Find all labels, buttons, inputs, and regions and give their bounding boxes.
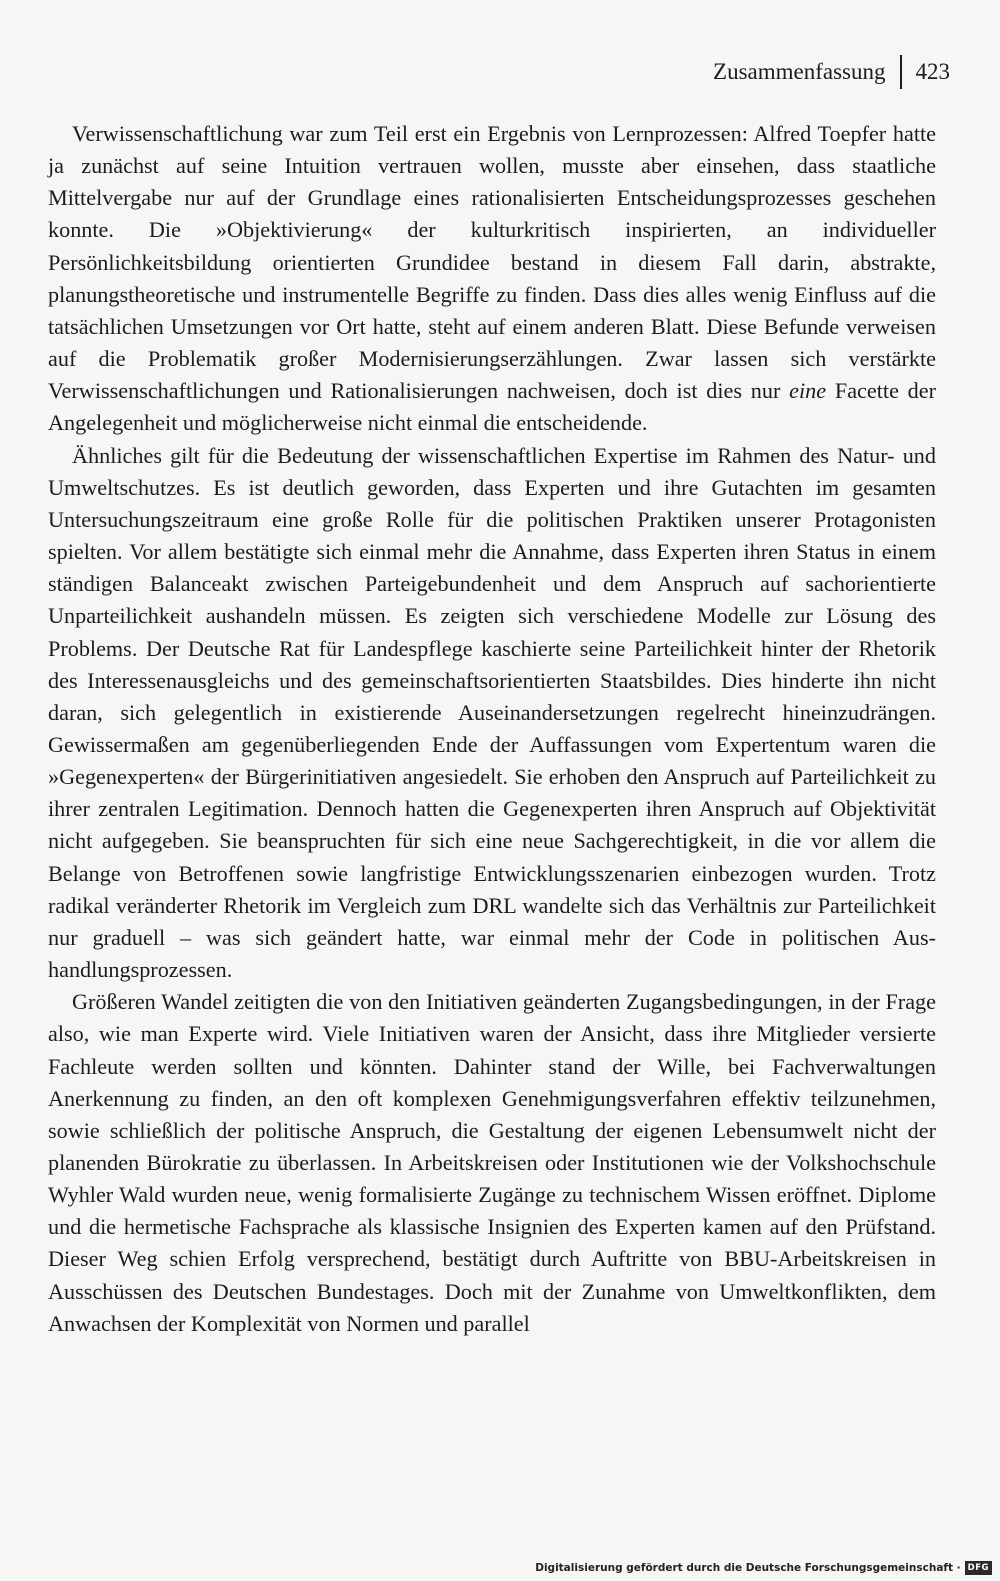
paragraph-1-part-b: Facette der Angelegenheit und möglicherweise nicht einmal die entscheidende.	[48, 378, 937, 436]
digitization-credit: Digitalisierung gefördert durch die Deutsche Forschungsgemeinschaft ·	[535, 1562, 961, 1574]
paragraph-1-emphasis: eine	[789, 378, 827, 404]
paragraph-3: Größeren Wandel zeitigten die von den Initiativen geänderten Zugangsbedingungen, in der Frage also, wie man Experte wird. Viele Initiativen waren der Ansicht, dass ihre Mitglieder versierte Fachleute werden sollten und könnten. Dahinter stand der Wille, bei Fachverwaltungen Anerkennung zu finden, an den oft komplexen Genehmigungsverfahren effektiv teilzunehmen, sowie schließlich der politische Anspruch, die Gestaltung der eigenen Lebensumwelt nicht der planenden Bürokratie zu überlassen. In Arbeitskreisen oder Institutionen wie der Volkshochschule Wyhler Wald wurden neue, wenig formalisierte Zugänge zu technischem Wissen eröffnet. Diplome und die hermetische Fachsprache als klassische Insignien des Experten kamen auf den Prüfstand. Dieser Weg schien Erfolg versprechend, bestätigt durch Auftritte von BBU-Arbeitskreisen in Ausschüssen des Deutschen Bundestages. Doch mit der Zunahme von Umweltkonflikten, dem Anwachsen der Komplexität von Normen und parallel	[48, 989, 936, 1336]
paragraph-2: Ähnliches gilt für die Bedeutung der wissenschaftlichen Expertise im Rahmen des Natur- und Umweltschutzes. Es ist deutlich geworden, dass Experten und ihre Gutachten im gesamten Untersuchungszeitraum eine große Rolle für die politischen Praktiken unserer Protagonisten spielten. Vor allem bestätigte sich einmal mehr die Annahme, dass Experten ihren Status in einem ständigen Balanceakt zwischen Parteigebundenheit und dem Anspruch auf sachorientierte Unparteilichkeit aushandeln müssen. Es zeigten sich verschiedene Modelle zur Lösung des Problems. Der Deutsche Rat für Landespflege kaschierte seine Parteilichkeit hinter der Rhetorik des Interessenausgleichs und des gemeinschaftsorientierten Staatsbildes. Dies hinderte ihn nicht daran, sich gelegentlich in existierende Auseinandersetzungen regelrecht hineinzudrängen. Gewissermaßen am gegenüberliegenden Ende der Auffassungen vom Expertentum waren die »Gegenexperten« der Bürgerinitiativen angesiedelt. Sie erhoben den Anspruch auf Parteilichkeit zu ihrer zentralen Legitimation. Dennoch hatten die Gegenexperten ihren Anspruch auf Objektivität nicht aufgegeben. Sie beanspruchten für sich eine neue Sachgerechtigkeit, in die vor allem die Belange von Betroffenen sowie langfristige Entwicklungsszenarien einbezogen wurden. Trotz radikal veränderter Rhetorik im Vergleich zum DRL wandelte sich das Verhältnis zur Parteilichkeit nur graduell – was sich geändert hatte, war einmal mehr der Code in politischen Aushandlungsprozessen.	[48, 442, 936, 983]
paragraph-1-part-a: Verwissenschaftlichung war zum Teil erst ein Ergebnis von Lernprozessen: Alfred Toepfer hatte ja zunächst auf seine Intuition vertrauen wollen, musste aber einsehen, dass staatliche Mittelvergabe nur auf der Grundlage eines rationalisierten Entscheidungsprozesses geschehen konnte. Die »Objektivierung« der kulturkritisch inspirierten, an individueller Persönlichkeitsbildung orientierten Grundidee bestand in diesem Fall darin, abstrakte, planungstheoretische und instrumentelle Begriffe zu finden. Dass dies alles wenig Einfluss auf die tatsächlichen Umsetzungen vor Ort hatte, steht auf einem anderen Blatt. Diese Befunde verweisen auf die Problematik großer Modernisierungserzählungen. Zwar lassen sich verstärkte Verwissenschaftlichungen und Rationalisierungen nachweisen, doch ist dies nur	[48, 121, 936, 404]
running-head-title: Zusammenfassung	[713, 59, 886, 84]
paragraph-1	[48, 118, 936, 440]
running-head	[713, 55, 950, 89]
body-text	[48, 118, 936, 1340]
page-number: 423	[915, 59, 950, 84]
digitization-footer	[535, 1561, 992, 1575]
dfg-logo: DFG	[965, 1561, 992, 1575]
